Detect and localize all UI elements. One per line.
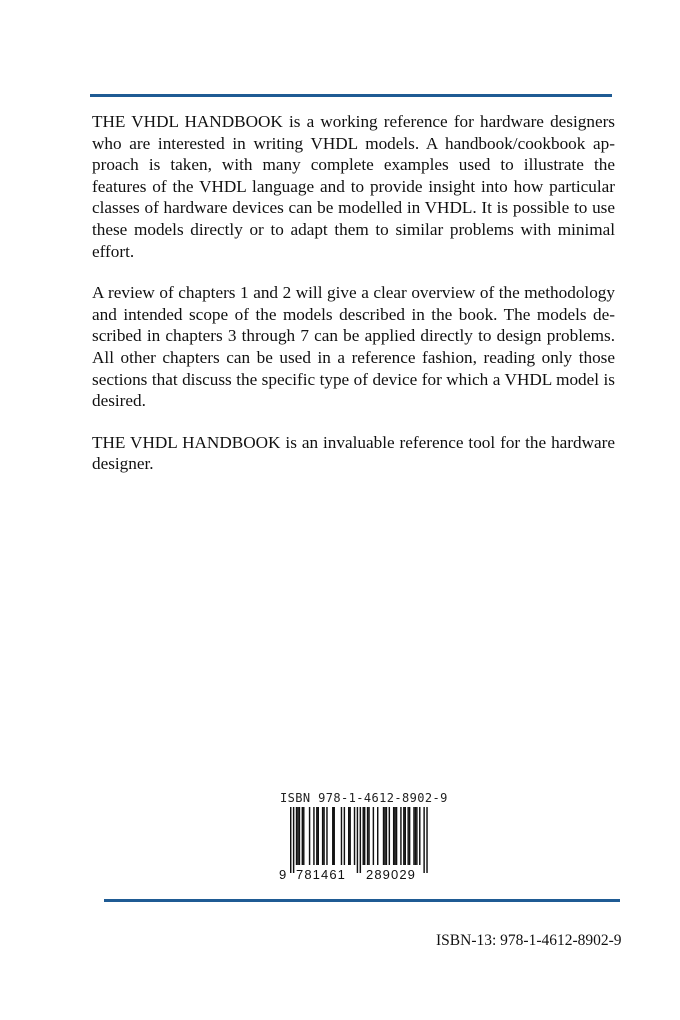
barcode-bar xyxy=(368,807,369,865)
barcode-bar xyxy=(293,807,294,873)
barcode-bar xyxy=(309,807,310,865)
barcode-bar xyxy=(357,807,358,873)
barcode-bar xyxy=(296,807,297,865)
barcode-bar xyxy=(364,807,365,865)
blurb-paragraph-1: THE VHDL HANDBOOK is a working reference for hardware designers who are interested in writing VHDL models. A handbook/cookbook approach is taken, with many complete examples used to illustrate the features of the VHDL language and to provide insight into how particular classes of hardware devices can be modelled in VHDL. It is possible to use these models directly or to adapt them to similar problems with minimal effort. xyxy=(92,112,615,261)
barcode-right-digits: 289029 xyxy=(366,867,416,881)
barcode-bar xyxy=(407,807,408,865)
barcode-isbn-label: ISBN 978-1-4612-8902-9 xyxy=(280,791,448,805)
barcode-bar xyxy=(403,807,404,865)
barcode-bars xyxy=(290,807,428,873)
barcode-bar xyxy=(299,807,300,865)
barcode-bar xyxy=(367,807,368,865)
top-rule xyxy=(90,94,612,97)
barcode-bar xyxy=(332,807,333,865)
barcode-bar xyxy=(377,807,378,865)
bottom-rule xyxy=(104,899,620,902)
blurb-paragraph-3: THE VHDL HANDBOOK is an invaluable reference tool for the hardware designer. xyxy=(92,432,615,474)
barcode-bar xyxy=(323,807,324,865)
barcode-bar xyxy=(393,807,394,865)
blurb-paragraph-2: A review of chapters 1 and 2 will give a clear overview of the methodology and intended scope of the models described in the book. The models described in chapters 3 through 7 can be applied directly to design problems. All other chapters can be used in a reference fashion, reading only those sections that discuss the specific type of device for which a VHDL model is desired. xyxy=(92,283,615,411)
barcode-bar xyxy=(313,807,314,865)
barcode-bar xyxy=(416,807,417,865)
barcode-bar xyxy=(360,807,361,873)
barcode-bar xyxy=(354,807,355,865)
back-cover-blurb xyxy=(92,111,615,495)
barcode-block xyxy=(278,791,448,881)
barcode-bar xyxy=(297,807,298,865)
barcode-bar xyxy=(334,807,335,865)
barcode-bar xyxy=(316,807,317,865)
barcode-bar xyxy=(348,807,349,865)
barcode-bar xyxy=(344,807,345,865)
barcode-bar xyxy=(415,807,416,865)
barcode-bar xyxy=(386,807,387,865)
barcode-bar xyxy=(396,807,397,865)
barcode-graphic xyxy=(278,807,438,881)
barcode-lead-digit: 9 xyxy=(279,867,287,881)
barcode-bar xyxy=(426,807,427,873)
barcode-bar xyxy=(419,807,420,865)
barcode-bar xyxy=(363,807,364,865)
barcode-bar xyxy=(373,807,374,865)
barcode-bar xyxy=(413,807,414,865)
barcode-bar xyxy=(290,807,291,873)
barcode-bar xyxy=(302,807,303,865)
barcode-bar xyxy=(383,807,384,865)
barcode-bar xyxy=(394,807,395,865)
barcode-bar xyxy=(384,807,385,865)
barcode-bar xyxy=(322,807,323,865)
barcode-bar xyxy=(349,807,350,865)
barcode-bar xyxy=(405,807,406,865)
barcode-bar xyxy=(326,807,327,865)
barcode-bar xyxy=(341,807,342,865)
barcode-bar xyxy=(409,807,410,865)
barcode-bar xyxy=(400,807,401,865)
barcode-bar xyxy=(318,807,319,865)
barcode-bar xyxy=(303,807,304,865)
barcode-bar xyxy=(423,807,424,873)
barcode-bar xyxy=(389,807,390,865)
isbn13-text: ISBN-13: 978-1-4612-8902-9 xyxy=(436,932,622,949)
barcode-left-digits: 781461 xyxy=(296,867,346,881)
